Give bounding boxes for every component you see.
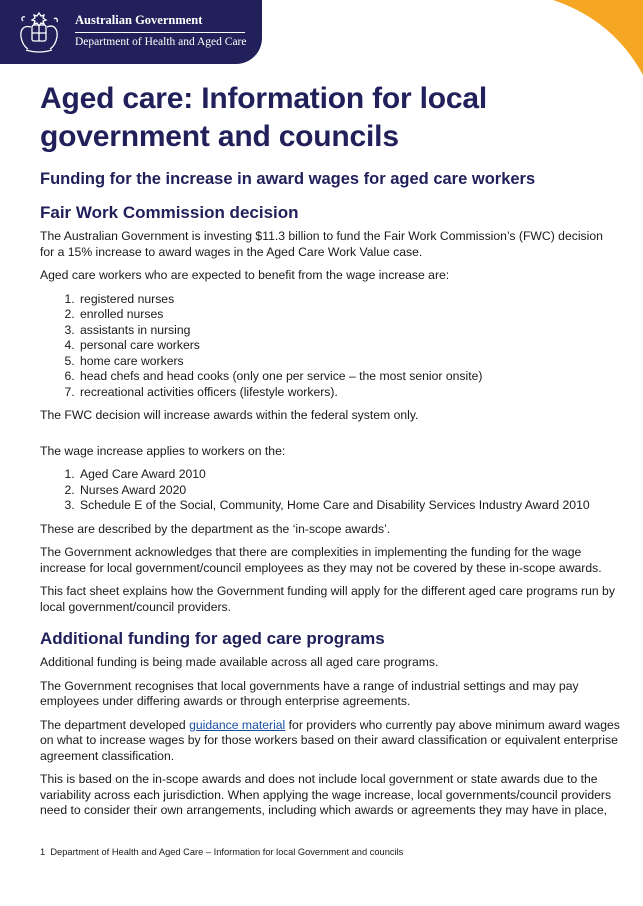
paragraph: These are described by the department as the ‘in-scope awards’. [40,521,391,536]
list-item: 1. registered nurses [78,292,620,308]
section-heading-additional-funding: Additional funding for aged care programs [40,629,385,648]
paragraph: The Australian Government is investing $11.3 billion to fund the Fair Work Commission’s (FWC) decision for a 15% increase to award wages in the Aged Care Work Value case. [40,229,603,259]
footer-text: Department of Health and Aged Care – Information for local Government and councils [50,847,404,857]
government-name: Australian Government [75,13,203,27]
department-name: Department of Health and Aged Care [75,36,247,48]
list-item: 1. Aged Care Award 2010 [78,467,620,483]
list-item: 4. personal care workers [78,338,620,354]
paragraph: The Government acknowledges that there are complexities in implementing the funding for the wage increase for local government/council employees as they may not be covered by these in-scope awards. [40,545,602,575]
paragraph: The FWC decision will increase awards within the federal system only. [40,408,419,422]
awards-list [40,467,620,514]
paragraph: Additional funding is being made available across all aged care programs. [40,655,439,669]
section-heading-fwc-decision: Fair Work Commission decision [40,203,299,222]
paragraph: This fact sheet explains how the Government funding will apply for the different aged care programs run by local government/council providers. [40,584,615,614]
paragraph: Aged care workers who are expected to benefit from the wage increase are: [40,268,450,282]
paragraph: The Government recognises that local governments have a range of industrial settings and may pay employees under differing awards or through enterprise agreements. [40,678,579,708]
list-item: 2. Nurses Award 2020 [78,483,620,499]
guidance-material-link[interactable]: guidance material [189,717,286,732]
government-header-band [0,0,262,64]
page-subtitle: Funding for the increase in award wages for aged care workers [40,170,536,188]
paragraph: This is based on the in-scope awards and does not include local government or state awards due to the variability across each jurisdiction. When applying the wage increase, local governments/council providers need to consider their own arrangements, including which awards or agreements they may have in place, [40,772,612,817]
coat-of-arms-icon [14,7,64,55]
list-item: 2. enrolled nurses [78,307,620,323]
page-number: 1 [40,847,46,857]
paragraph-text: for providers who currently pay above minimum award wages on what to increase wages by for those workers based on their award classification or equivalent enterprise agreement classification. [40,717,620,763]
workers-list [40,292,620,401]
list-item: 6. head chefs and head cooks (only one per service – the most senior onsite) [78,369,620,385]
list-item: 3. assistants in nursing [78,323,620,339]
paragraph-text: The department developed [40,717,190,732]
page-footer [40,847,403,857]
paragraph: The wage increase applies to workers on the: [40,443,286,458]
header-divider [75,32,245,33]
list-item: 5. home care workers [78,354,620,370]
list-item: 7. recreational activities officers (lifestyle workers). [78,385,620,401]
paragraph-with-link [40,718,620,765]
document-body [40,80,620,827]
page-title: Aged care: Information for local government and councils [40,82,487,153]
list-item: 3. Schedule E of the Social, Community, Home Care and Disability Services Industry Award 2010 [78,498,620,514]
